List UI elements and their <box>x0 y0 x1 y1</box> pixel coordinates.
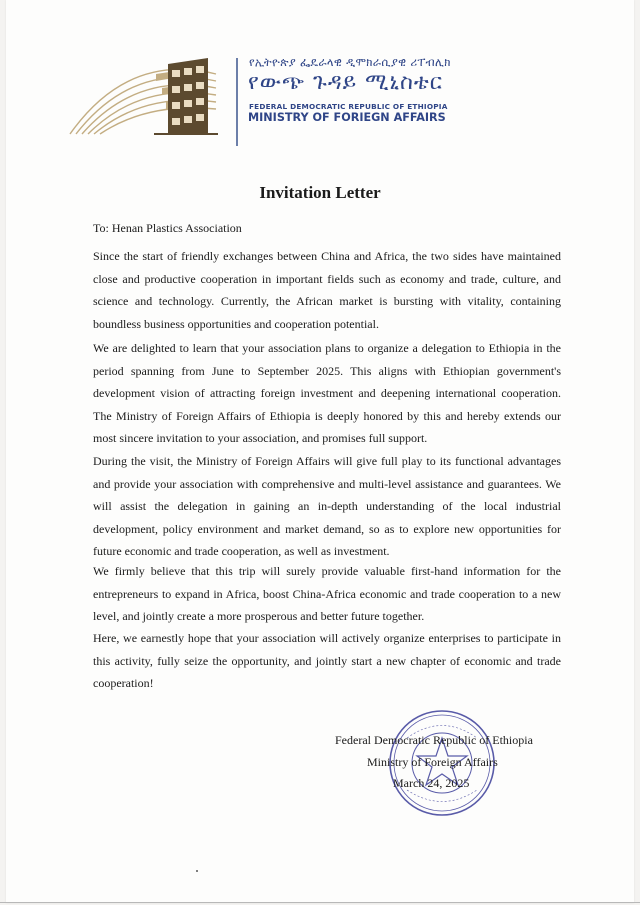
header-divider <box>236 58 238 146</box>
page-edge <box>0 902 640 903</box>
paragraph-1: Since the start of friendly exchanges between China and Africa, the two sides have maintained close and productive cooperation in important fields such as economy and trade, culture, and science and technology. Currently, the African market is bursting with vitality, containing boundless business opportunities and cooperation potential. <box>93 249 561 331</box>
paragraph-4: We firmly believe that this trip will surely provide valuable first-hand information for the entrepreneurs to expand in Africa, boost China-Africa economic and trade cooperation to a new level, and jointly create a more prosperous and better future together. <box>93 564 561 623</box>
recipient-line: To: Henan Plastics Association <box>93 221 242 235</box>
amharic-ministry-name: የውጭ ጉዳይ ሚኒስቴር <box>248 70 443 95</box>
letter-title: Invitation Letter <box>259 183 381 202</box>
signature-country: Federal Democratic Republic of Ethiopia <box>335 733 533 747</box>
english-country-name: FEDERAL DEMOCRATIC REPUBLIC OF ETHIOPIA <box>249 102 448 111</box>
english-ministry-name: MINISTRY OF FORIEGN AFFAIRS <box>248 111 446 124</box>
paragraph-2: We are delighted to learn that your association plans to organize a delegation to Ethiopia in the period spanning from June to September 2025. This aligns with Ethiopian government's development vision of attracting foreign investment and deepening international cooperation. The Ministry of Foreign Affairs of Ethiopia is deeply honored by this and hereby extends our most sincere invitation to your association, and promises full support. <box>93 341 561 445</box>
paragraph-5: Here, we earnestly hope that your association will actively organize enterprises to participate in this activity, fully seize the opportunity, and jointly start a new chapter of economic and trade cooperation! <box>93 631 561 690</box>
ministry-building-logo-icon <box>58 54 228 140</box>
signature-ministry: Ministry of Foreign Affairs <box>367 755 498 769</box>
signature-date: March 24, 2025 <box>393 776 470 790</box>
paragraph-3: During the visit, the Ministry of Foreign Affairs will give full play to its functional advantages and provide your association with comprehensive and multi-level assistance and guarantees. We will assist the delegation in gaining an in-depth understanding of the local industrial development, policy environment and market demand, so as to explore new opportunities for future economic and trade cooperation, as well as investment. <box>93 454 561 558</box>
scan-speck <box>196 870 198 872</box>
amharic-country-name: የኢትዮጵያ ፌዴራላዊ ዲሞክራሲያዊ ሪፐብሊክ <box>249 55 451 69</box>
letter-page <box>6 0 634 903</box>
